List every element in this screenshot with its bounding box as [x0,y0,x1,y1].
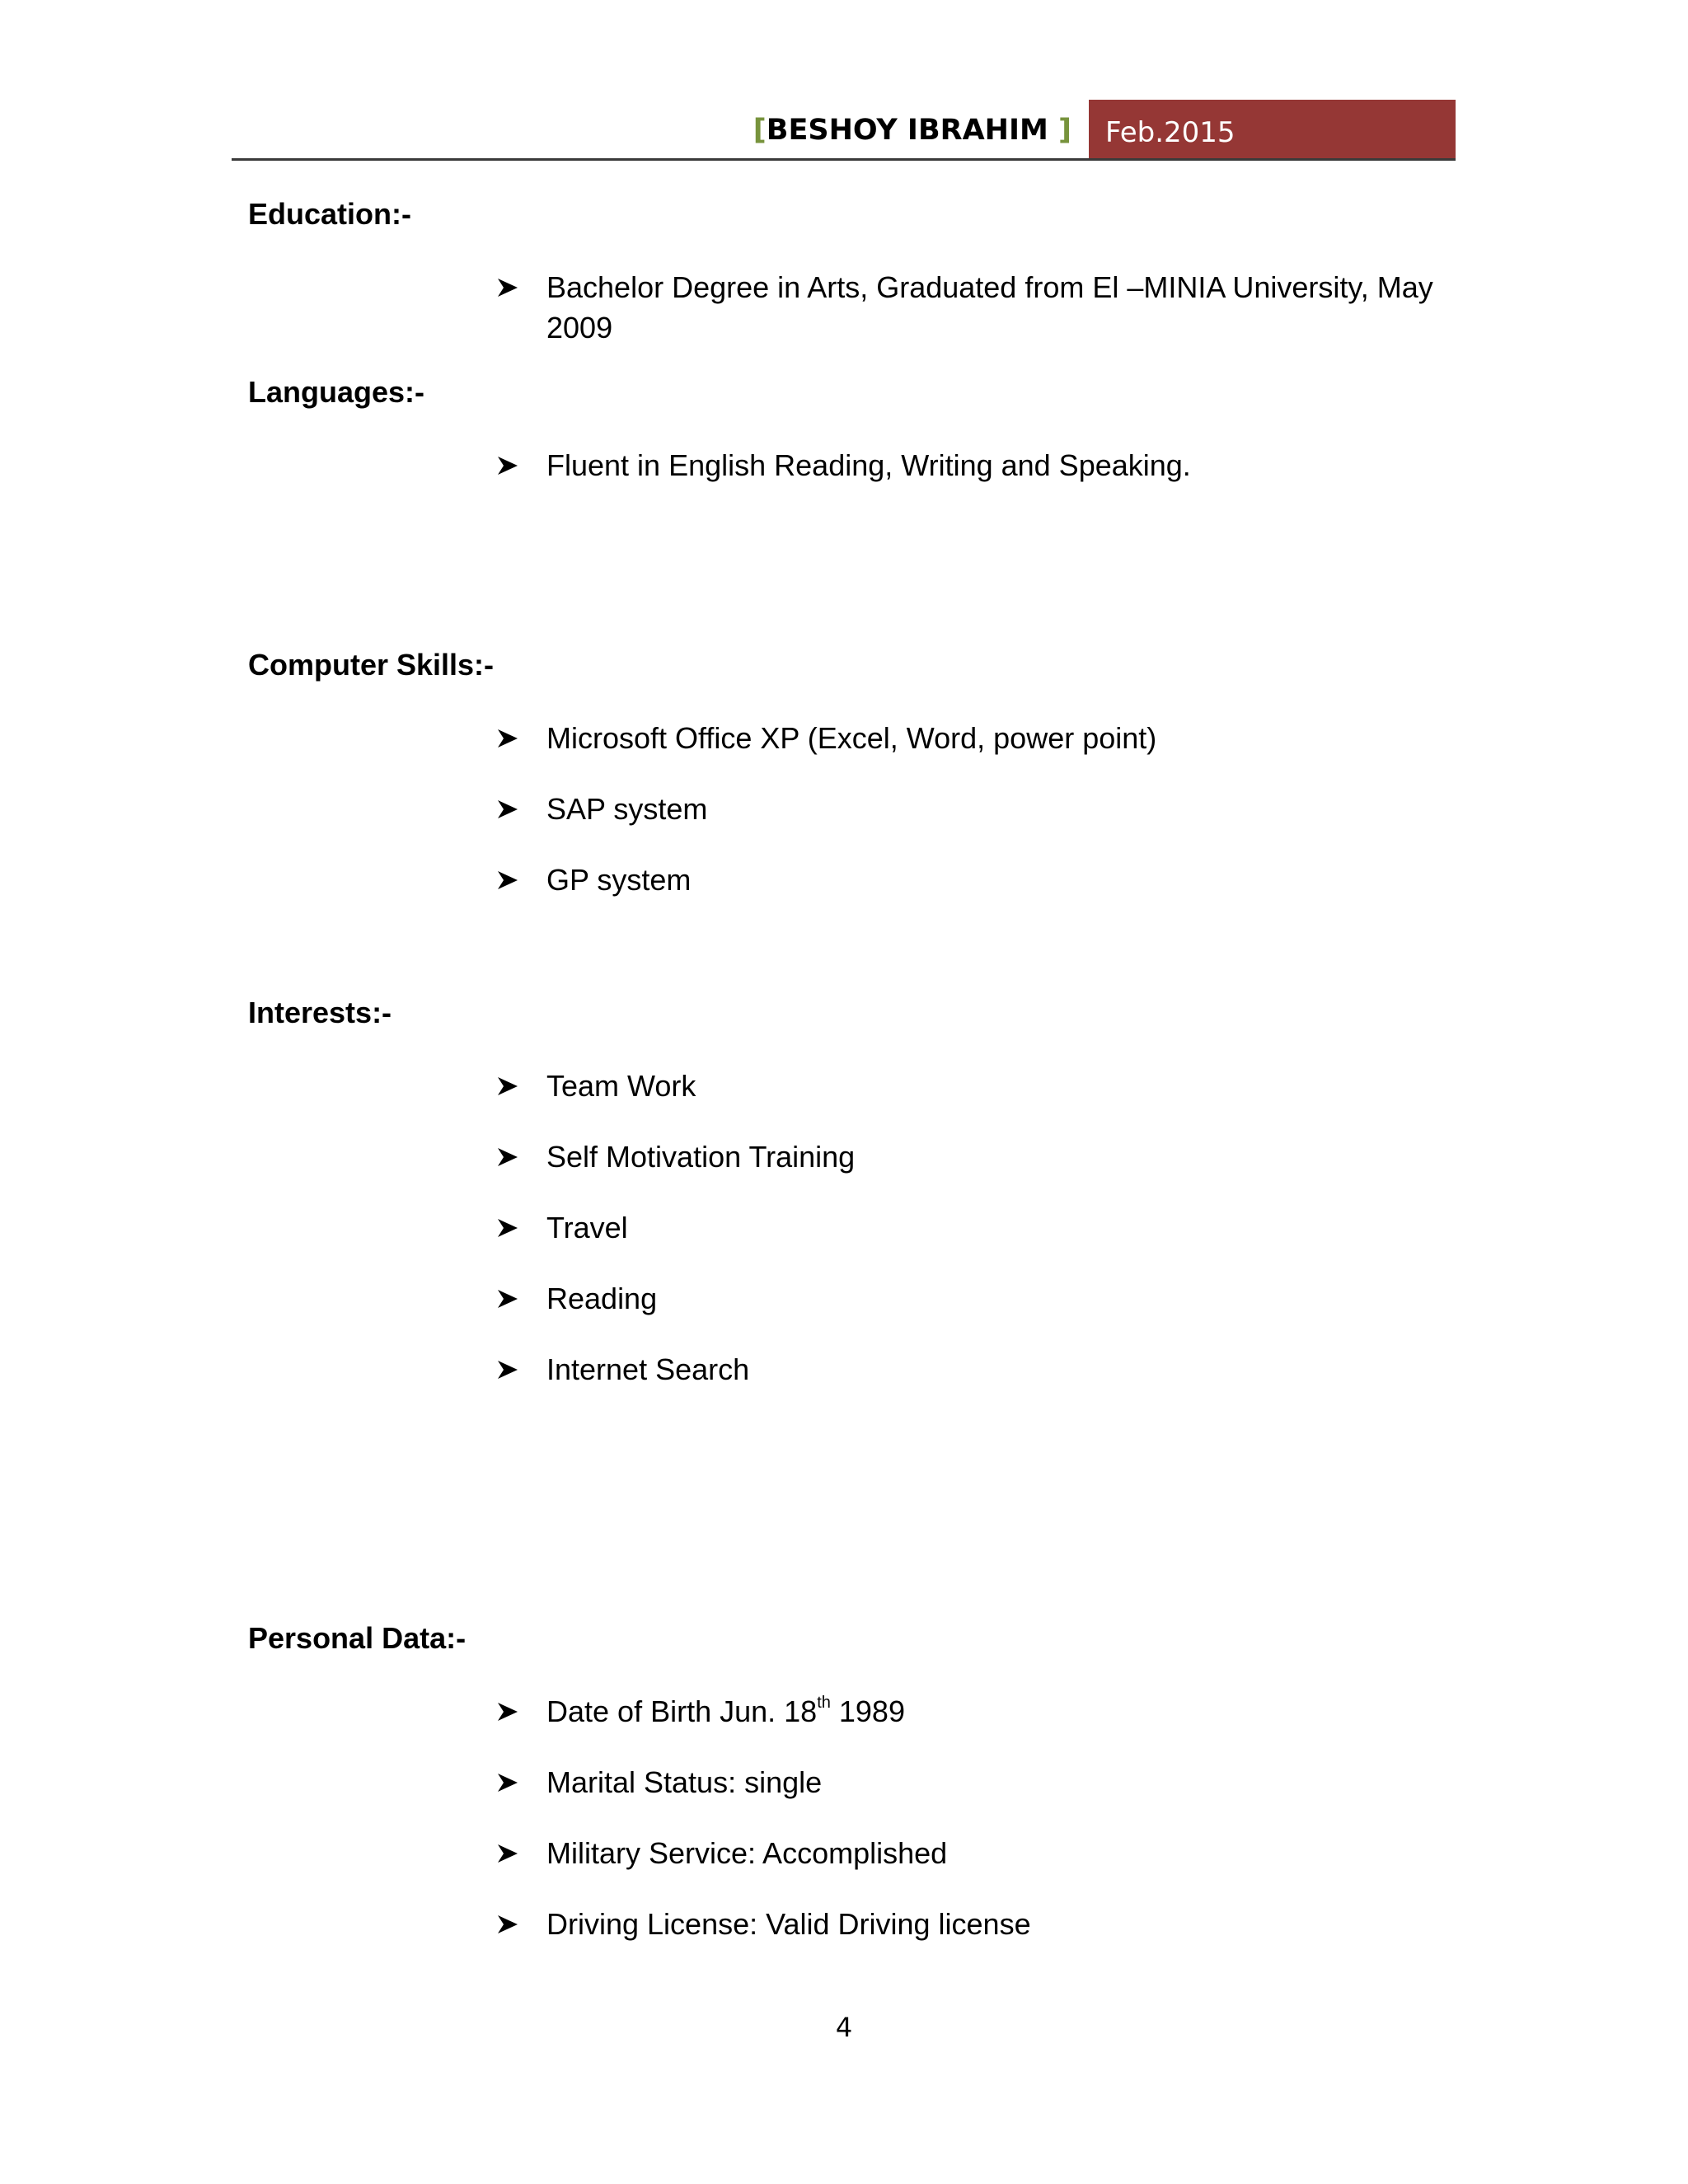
arrowhead-bullet-icon [497,1843,518,1864]
header-date: Feb.2015 [1105,116,1236,149]
header-rule [232,158,1456,161]
languages-heading: Languages:- [248,375,425,409]
arrowhead-bullet-icon [497,1217,518,1239]
arrowhead-bullet-icon [497,1359,518,1380]
computer-skills-item-text: SAP system [546,792,708,826]
personal-data-item-text: Driving License: Valid Driving license [546,1907,1031,1941]
arrowhead-bullet-icon [497,455,518,476]
arrowhead-bullet-icon [497,869,518,891]
interests-item-text: Internet Search [546,1352,750,1386]
dob-year: 1989 [830,1694,905,1728]
interests-item-text: Team Work [546,1069,696,1103]
arrowhead-bullet-icon [497,1914,518,1935]
dob-prefix: Date of Birth Jun. 18 [546,1694,818,1728]
header-date-box [1089,100,1456,161]
computer-skills-item-text: Microsoft Office XP (Excel, Word, power point) [546,721,1157,755]
date-of-birth [546,1691,1453,1732]
page-number: 4 [835,2012,853,2043]
arrowhead-bullet-icon [497,1076,518,1097]
arrowhead-bullet-icon [497,799,518,820]
arrowhead-bullet-icon [497,1288,518,1310]
arrowhead-bullet-icon [497,1772,518,1793]
arrowhead-bullet-icon [497,1701,518,1722]
header-name-text: BESHOY IBRAHIM [766,114,1048,147]
education-heading: Education:- [248,197,411,231]
personal-data-item-text: Military Service: Accomplished [546,1836,948,1870]
personal-data-heading: Personal Data:- [248,1621,467,1655]
header-name [753,105,1071,155]
education-item-text: Bachelor Degree in Arts, Graduated from El –MINIA University, May 2009 [546,270,1433,344]
dob-ordinal: th [817,1694,831,1712]
computer-skills-heading: Computer Skills:- [248,648,495,682]
arrowhead-bullet-icon [497,1146,518,1168]
interests-item-text: Reading [546,1282,658,1315]
interests-item-text: Self Motivation Training [546,1140,856,1174]
languages-item-text: Fluent in English Reading, Writing and Speaking. [546,448,1191,482]
computer-skills-item-text: GP system [546,863,692,897]
arrowhead-bullet-icon [497,728,518,749]
arrowhead-bullet-icon [497,277,518,298]
header-bracket-open: [ [753,114,767,147]
interests-heading: Interests:- [248,996,392,1029]
header-bracket-close: ] [1048,114,1071,147]
personal-data-item-text: Marital Status: single [546,1765,823,1799]
interests-item-text: Travel [546,1211,628,1244]
